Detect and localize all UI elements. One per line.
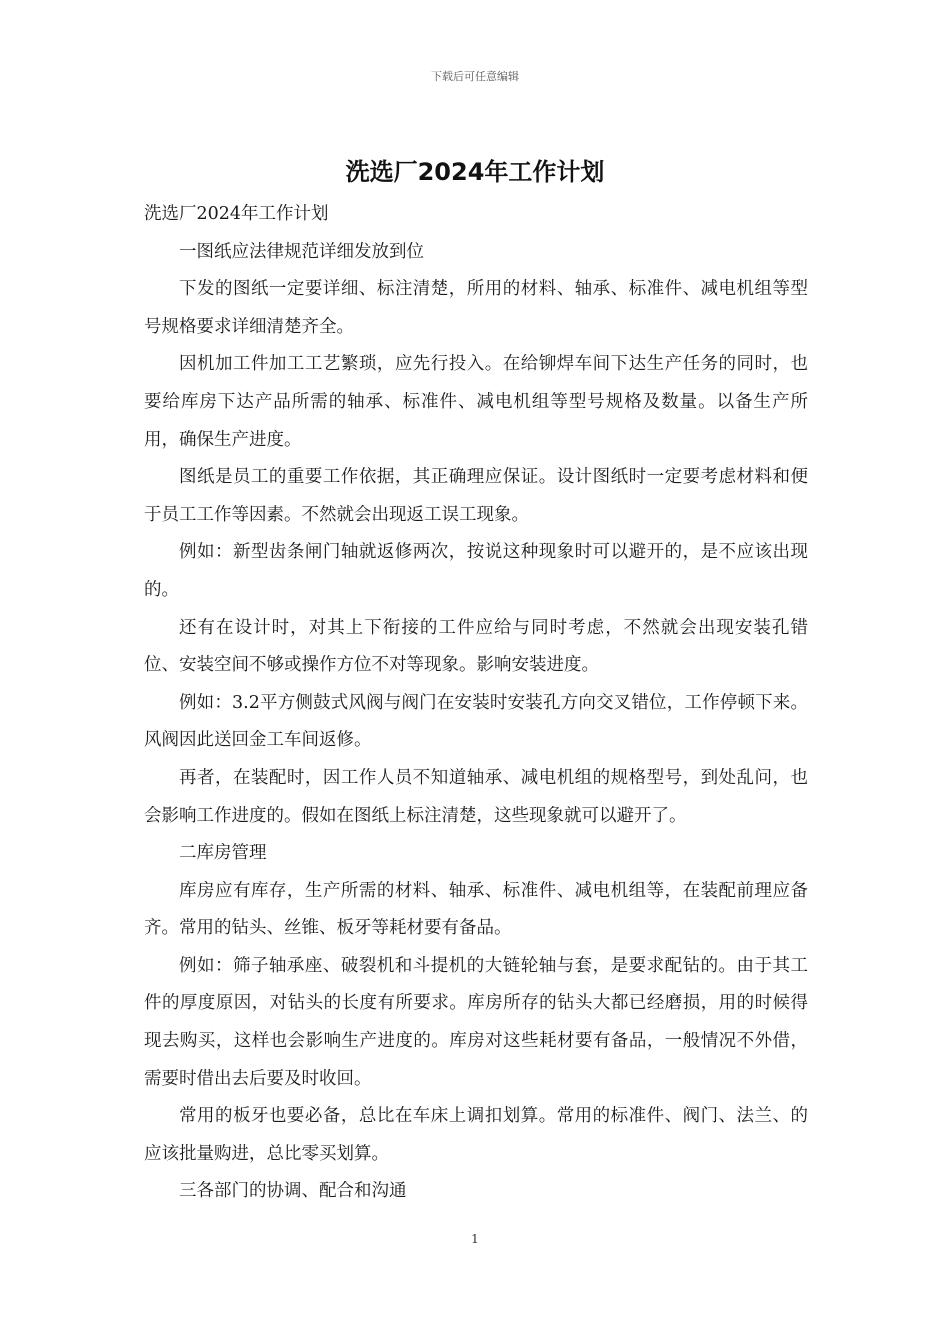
page-number: 1 [471, 1232, 479, 1246]
paragraph: 下发的图纸一定要详细、标注清楚，所用的材料、轴承、标准件、减电机组等型号规格要求详细清楚齐全。 [144, 279, 808, 337]
header-note: 下载后可任意编辑 [431, 70, 519, 83]
document-body [144, 196, 808, 1211]
paragraph: 库房应有库存，生产所需的材料、轴承、标准件、减电机组等，在装配前理应备齐。常用的钻头、丝锥、板牙等耗材要有备品。 [144, 880, 808, 939]
section-heading-3: 三各部门的协调、配合和沟通 [179, 1181, 407, 1202]
paragraph: 还有在设计时，对其上下衔接的工件应给与同时考虑，不然就会出现安装孔错位、安装空间不够或操作方位不对等现象。影响安装进度。 [144, 617, 808, 676]
paragraph: 因机加工件加工工艺繁琐，应先行投入。在给铆焊车间下达生产任务的同时，也要给库房下达产品所需的轴承、标准件、减电机组等型号规格及数量。以备生产所用，确保生产进度。 [144, 354, 808, 450]
document-title: 洗选厂2024年工作计划 [345, 158, 605, 186]
section-heading-1: 一图纸应法律规范详细发放到位 [179, 241, 424, 262]
paragraph: 例如：筛子轴承座、破裂机和斗提机的大链轮轴与套，是要求配钻的。由于其工件的厚度原因，对钻头的长度有所要求。库房所存的钻头大都已经磨损，用的时候得现去购买，这样也会影响生产进度的。库房对这些耗材要有备品，一般情况不外借，需要时借出去后要及时收回。 [144, 955, 808, 1089]
paragraph: 再者，在装配时，因工作人员不知道轴承、减电机组的规格型号，到处乱问，也会影响工作进度的。假如在图纸上标注清楚，这些现象就可以避开了。 [144, 767, 808, 826]
paragraph: 例如：新型齿条闸门轴就返修两次，按说这种现象时可以避开的，是不应该出现的。 [144, 542, 808, 600]
section-heading-2: 二库房管理 [179, 843, 267, 864]
paragraph-subtitle: 洗选厂2024年工作计划 [144, 204, 329, 224]
paragraph: 常用的板牙也要必备，总比在车床上调扣划算。常用的标准件、阀门、法兰、的应该批量购进，总比零买划算。 [144, 1106, 808, 1164]
paragraph: 图纸是员工的重要工作依据，其正确理应保证。设计图纸时一定要考虑材料和便于员工工作等因素。不然就会出现返工误工现象。 [144, 467, 808, 525]
paragraph: 例如：3.2平方侧鼓式风阀与阀门在安装时安装孔方向交叉错位，工作停顿下来。风阀因此送回金工车间返修。 [144, 692, 808, 751]
